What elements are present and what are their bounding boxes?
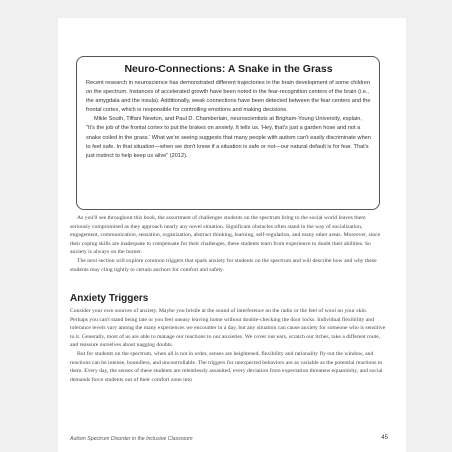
book-page: [58, 18, 406, 452]
page-number: 45: [381, 435, 388, 441]
running-footer: Autism Spectrum Disorder in the Inclusive Classroom: [70, 436, 193, 442]
section-heading: Anxiety Triggers: [70, 293, 149, 304]
body-section: [70, 307, 386, 384]
body-intro: [70, 214, 386, 274]
body-paragraph-4: But for students on the spectrum, when all is not in order, senses are heightened, flexibility and rationality fly out the window, and reactions can be intense, boundless, and uncontrollable. The triggers for unexpected behaviors are as variable as the potential reactions to them. Every day, the senses of these students are relentlessly assaulted, every deviation from expectation threatens equanimity, and social demands force students out of their comfort zone into: [70, 350, 383, 383]
sidebar-title: Neuro-Connections: A Snake in the Grass: [124, 63, 333, 75]
sidebar-box: [76, 56, 380, 210]
body-paragraph-3: Consider your own sources of anxiety. Maybe you bristle at the sound of interference on the radio or the feel of wool on your skin. Perhaps you can't stand being late or you feel uneasy leaving home without double-checking the door locks. Individual flexibility and tolerance levels vary among the many experiences we encounter in a day, but any situation can cause anxiety for someone who is sensitive to it. Generally, most of us are able to manage our reactions to our anxieties. We cover our ears, scratch our itches, take a different route, and reassure ourselves about nagging doubts.: [70, 308, 386, 349]
body-paragraph-2: The next section will explore common triggers that spark anxiety for students on the spectrum and will describe how and why these students may cling tightly to certain anchors for comfort and safety.: [70, 257, 377, 273]
body-paragraph-1: As you'll see throughout this book, the assortment of challenges students on the spectrum bring to the social world leaves them seriously compromised as they approach nearly any novel situation. Significant obstacles often stand in the way of socialization, engagement, communication, sensation, organization, abstract thinking, learning, self-regulation, and many other areas. Moreover, since their coping skills are inadequate to compensate for their challenges, these students learn from experience to doubt their abilities. So anxiety is always on the burner.: [70, 215, 381, 256]
sidebar-paragraph-1: Recent research in neuroscience has demonstrated different trajectories in the brain development of some children on the spectrum. Instances of accelerated growth have been noted in the fear-recognition centers of the brain (i.e., the amygdala and the insula). Additionally, weak connections have been detected between the fear centers and the frontal cortex, which is responsible for controlling emotions and making decisions.: [86, 80, 371, 114]
sidebar-paragraph-2: Mikle South, Tiffani Newton, and Paul D. Chamberlain, neuroscientists at Brigham-Young University, explain, "It's the job of the frontal cortex to put the brakes on anxiety. It tells us, 'Hey, that's just a garden hose and not a snake coiled in the grass.' What we're seeing suggests that many people with autism can't easily discriminate when to feel safe. In that situation—when we don't know if a situation is safe or not—our natural default is for fear. That's just instinct to help keep us alive" (2012).: [86, 116, 371, 159]
